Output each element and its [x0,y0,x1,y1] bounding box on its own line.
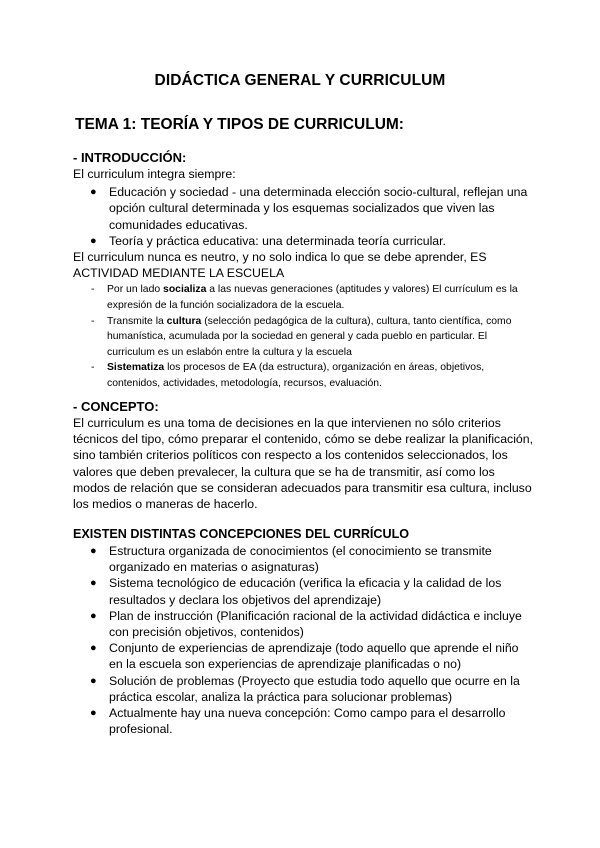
list-item: ● Conjunto de experiencias de aprendizaje (todo aquello que aprende el niño en la escuela son experiencias de aprendizaje planificadas o no) [90,641,519,672]
list-item: ● Teoría y práctica educativa: una determinada teoría curricular. [90,233,446,248]
list-item: ● Sistema tecnológico de educación (verifica la eficacia y la calidad de los resultados y declara los objetivos del aprendizaje) [90,576,502,607]
list-item: ● Educación y sociedad - una determinada elección socio-cultural, reflejan una opción cultural determinada y los esquemas socializados que viven las comunidades educativas. [90,185,528,232]
list-item: ● Plan de instrucción (Planificación racional de la actividad didáctica e incluye con precisión objetivos, contenidos) [90,608,522,640]
dash-icon: - [91,362,95,374]
section-title: TEMA 1: TEORÍA Y TIPOS DE CURRICULUM: [75,116,404,133]
bullet-icon: ● [90,577,97,590]
intro-lead: El curriculum integra siempre: [73,167,236,181]
list-item: ● Actualmente hay una nueva concepción: Como campo para el desarrollo profesional. [90,706,506,737]
bullet-icon: ● [90,674,97,687]
concepciones-bullet-list [73,543,533,737]
list-item: - Por un lado socializa a las nuevas generaciones (aptitudes y valores) El currículum es la expresión de la función socializadora de la escuela. [91,284,518,312]
list-item: ● Solución de problemas (Proyecto que estudia todo aquello que ocurre en la práctica escolar, analiza la práctica para solucionar problemas) [90,673,520,704]
bullet-icon: ● [90,545,97,557]
dash-icon: - [91,315,95,327]
bullet-icon: ● [90,234,97,247]
concepto-section [73,399,535,512]
concepto-paragraph: El curriculum es una toma de decisiones en la que intervienen no sólo criterios técnicos del tipo, cómo preparar el contenido, cómo se debe realizar la planificación, sino también criterios políticos con respecto a los contenidos seleccionados, los valores que deben prevalecer, la cultura que se ha de transmitir, así como los modos de relación que se consideran adecuados para transmitir esa cultura, incluso los medios o maneras de hacerlo. [73,416,534,512]
intro-heading: - INTRODUCCIÓN: [73,150,187,165]
list-item: - Sistematiza los procesos de EA (da estructura), organización en áreas, objetivos, contenidos, actividades, metodología, recursos, evaluación. [91,362,485,389]
intro-bullet-list [73,184,533,249]
list-item: - Transmite la cultura (selección pedagógica de la cultura), cultura, tanto científica, como humanística, acumulada por la sociedad en general y cada pueblo en particular. El curriculum es un eslabón entre la cultura y la escuela [91,315,512,358]
document-title: DIDÁCTICA GENERAL Y CURRICULUM [154,72,446,89]
concepciones-heading: EXISTEN DISTINTAS CONCEPCIONES DEL CURRÍCULO [73,527,410,541]
list-item: ● Estructura organizada de conocimientos (el conocimiento se transmite organizado en materias o asignaturas) [90,544,492,575]
bullet-icon: ● [90,642,97,655]
bullet-icon: ● [90,707,97,720]
intro-paragraph: El curriculum nunca es neutro, y no solo indica lo que se debe aprender, ES ACTIVIDAD MEDIANTE LA ESCUELA [73,250,487,281]
intro-dash-list [73,282,533,391]
bullet-icon: ● [90,186,97,199]
bullet-icon: ● [90,609,97,622]
dash-icon: - [91,284,95,296]
intro-section [73,150,533,392]
concepto-heading: - CONCEPTO: [73,399,159,414]
concepciones-section [73,526,533,737]
